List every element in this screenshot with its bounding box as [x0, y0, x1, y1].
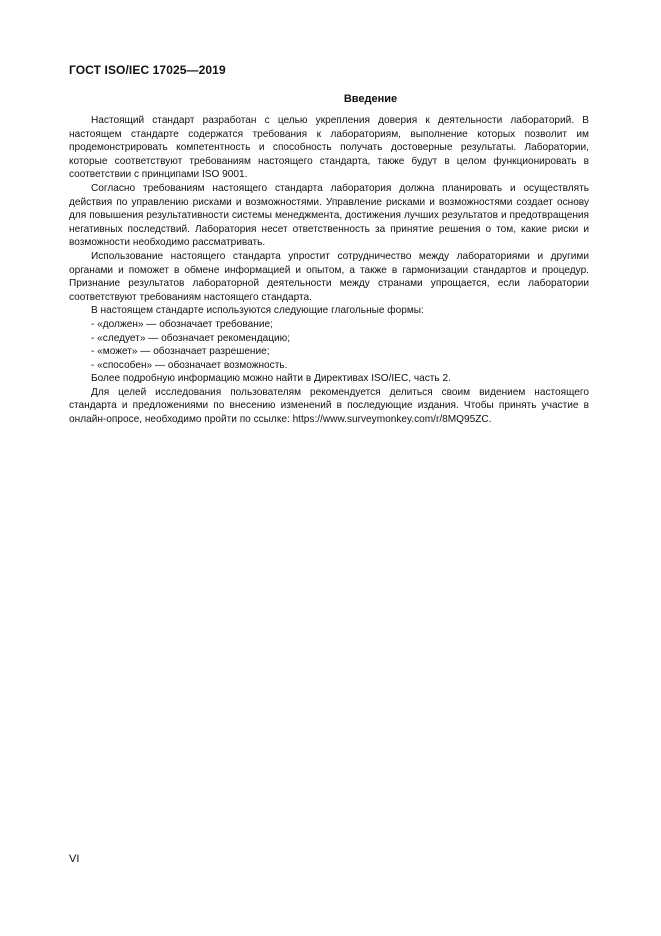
- section-title: Введение: [343, 93, 398, 105]
- list-item-can: - «способен» — обозначает возможность.: [91, 359, 288, 371]
- list-item-may: - «может» — обозначает разрешение;: [91, 346, 270, 358]
- paragraph-verbal-forms: В настоящем стандарте используются следующие глагольные формы:: [91, 305, 424, 317]
- list-item-should: - «следует» — обозначает рекомендацию;: [91, 332, 291, 344]
- list-item-shall: - «должен» — обозначает требование;: [91, 318, 273, 330]
- document-header: ГОСТ ISO/IEC 17025—2019: [69, 63, 226, 77]
- page-number: VI: [69, 853, 80, 865]
- paragraph-survey: Для целей исследования пользователям рекомендуется делиться своим видением настоящего стандарта и предложениями по внесению изменений в последующие издания. Чтобы принять участие в онлайн-опросе, необходимо пройти по ссылке: https://www.surveymonkey.com/r/8MQ95ZC.: [69, 386, 589, 426]
- paragraph-intro: Настоящий стандарт разработан с целью укрепления доверия к деятельности лабораторий. В настоящем стандарте содержатся требования к лабораториям, выполнение которых позволит им продемонстрировать компетентность и способность получать достоверные результаты. Лаборатории, которые соответствуют требованиям настоящего стандарта, также будут в целом функционировать в соответствии с принципами ISO 9001.: [69, 115, 589, 181]
- paragraph-directives: Более подробную информацию можно найти в Директивах ISO/IEC, часть 2.: [91, 373, 451, 385]
- document-body: [69, 114, 589, 427]
- paragraph-risks: Согласно требованиям настоящего стандарта лаборатория должна планировать и осуществлять действия по управлению рисками и возможностями. Управление рисками и возможностями создает основу для повышения результативности системы менеджмента, достижения лучших результатов и предотвращения негативных последствий. Лаборатория несет ответственность за принятие решения о том, какие риски и возможности необходимо рассматривать.: [69, 182, 589, 249]
- paragraph-cooperation: Использование настоящего стандарта упростит сотрудничество между лабораториями и другими органами и поможет в обмене информацией и опытом, а также в гармонизации стандартов и процедур. Признание результатов лабораторной деятельности между странами упрощается, если лаборатории соответствуют требованиям настоящего стандарта.: [69, 250, 589, 303]
